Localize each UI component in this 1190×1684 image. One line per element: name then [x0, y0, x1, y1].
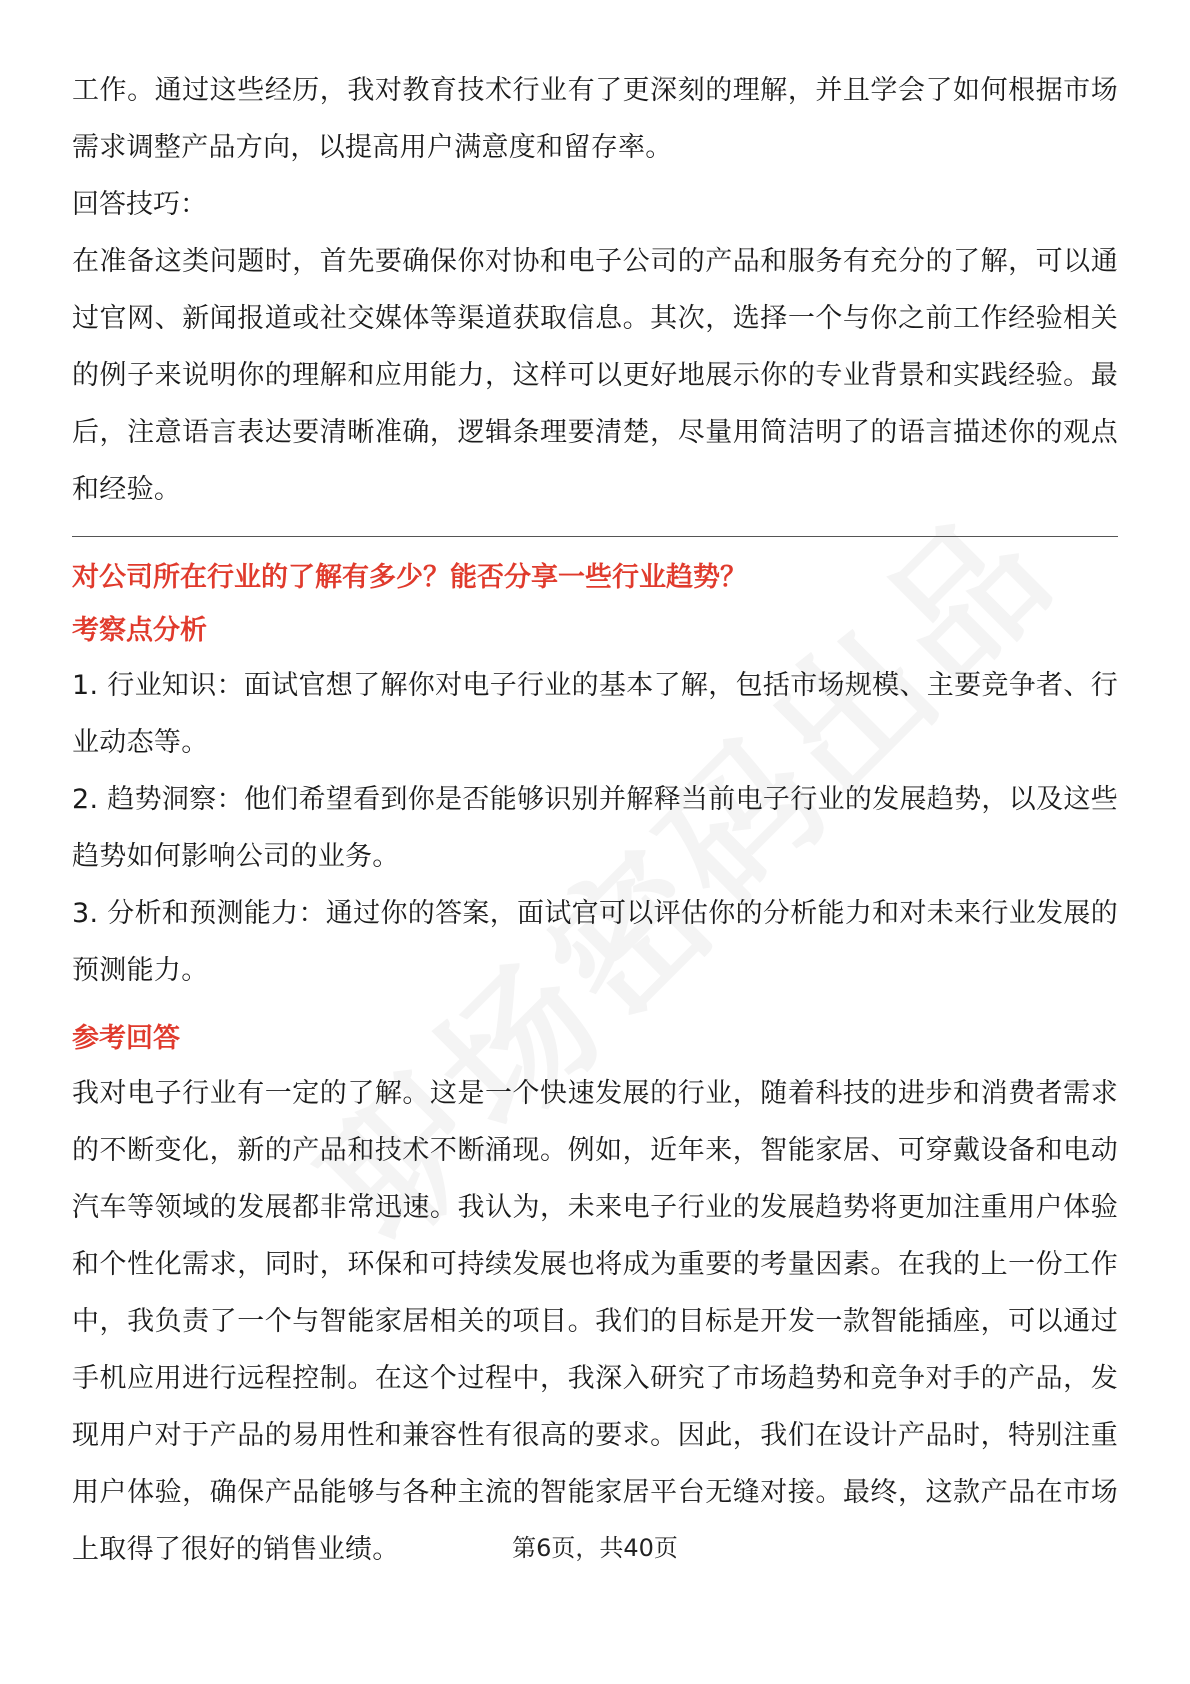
analysis-item: 1. 行业知识：面试官想了解你对电子行业的基本了解，包括市场规模、主要竞争者、行业动态等。: [72, 670, 1118, 758]
analysis-heading: 考察点分析: [72, 615, 207, 646]
section-divider: [72, 536, 1118, 537]
page-number: 第6页，共40页: [512, 1534, 678, 1562]
page-content: [72, 62, 1118, 1578]
tips-label: 回答技巧：: [72, 189, 207, 220]
answer-paragraph: 我对电子行业有一定的了解。这是一个快速发展的行业，随着科技的进步和消费者需求的不断变化，新的产品和技术不断涌现。例如，近年来，智能家居、可穿戴设备和电动汽车等领域的发展都非常迅速。我认为，未来电子行业的发展趋势将更加注重用户体验和个性化需求，同时，环保和可持续发展也将成为重要的考量因素。在我的上一份工作中，我负责了一个与智能家居相关的项目。我们的目标是开发一款智能插座，可以通过手机应用进行远程控制。在这个过程中，我深入研究了市场趋势和竞争对手的产品，发现用户对于产品的易用性和兼容性有很高的要求。因此，我们在设计产品时，特别注重用户体验，确保产品能够与各种主流的智能家居平台无缝对接。最终，这款产品在市场上取得了很好的销售业绩。: [72, 1078, 1118, 1565]
intro-paragraph: 工作。通过这些经历，我对教育技术行业有了更深刻的理解，并且学会了如何根据市场需求调整产品方向，以提高用户满意度和留存率。: [72, 75, 1118, 163]
analysis-item: 3. 分析和预测能力：通过你的答案，面试官可以评估你的分析能力和对未来行业发展的预测能力。: [72, 898, 1118, 986]
tips-paragraph: 在准备这类问题时，首先要确保你对协和电子公司的产品和服务有充分的了解，可以通过官网、新闻报道或社交媒体等渠道获取信息。其次，选择一个与你之前工作经验相关的例子来说明你的理解和应用能力，这样可以更好地展示你的专业背景和实践经验。最后，注意语言表达要清晰准确，逻辑条理要清楚，尽量用简洁明了的语言描述你的观点和经验。: [72, 246, 1118, 505]
spacer: [72, 999, 1118, 1013]
question-title: 对公司所在行业的了解有多少？能否分享一些行业趋势？: [72, 562, 747, 593]
analysis-item: 2. 趋势洞察：他们希望看到你是否能够识别并解释当前电子行业的发展趋势，以及这些趋势如何影响公司的业务。: [72, 784, 1118, 872]
answer-heading: 参考回答: [72, 1023, 180, 1054]
analysis-list: [72, 657, 1118, 999]
